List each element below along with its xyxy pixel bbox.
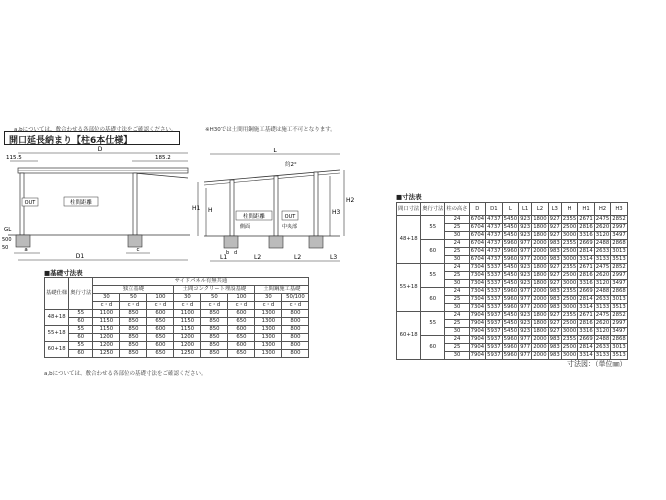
dim-l: L xyxy=(273,148,277,154)
dim-table-title: ■寸法表 xyxy=(396,193,422,201)
table-row: 30 7904 5937 5450 923 1800 927 3000 3316 3120 3497 xyxy=(397,328,628,336)
column-header: D xyxy=(469,203,485,216)
table-row: 60 24 7904 5937 5960 977 2000 983 2355 2669 2488 2868 xyxy=(397,336,628,344)
table-row: 60 1250 850 650 1250 850 650 1300 800 xyxy=(45,350,309,358)
th-group-2: 土間鋼施工基礎 xyxy=(255,286,309,294)
unit-note: 寸法図：（単位㎜） xyxy=(567,360,627,368)
pillar-label-right: 柱間距離 xyxy=(242,214,266,220)
dim-500: 500 xyxy=(2,237,12,243)
column-header: 柱の高さ xyxy=(445,203,469,216)
label-center: 中央部 xyxy=(282,224,298,230)
table-row: 55+18 55 24 7304 5337 5450 923 1800 927 2355 2671 2475 2852 xyxy=(397,264,628,272)
th-group-0: 独立基礎 xyxy=(93,286,174,294)
dim-h2: H2 xyxy=(346,197,355,204)
dim-h: H xyxy=(208,207,213,214)
column-header: H3 xyxy=(611,203,627,216)
column-header: H1 xyxy=(578,203,594,216)
dimension-table xyxy=(396,202,628,360)
table-row: 60 1200 850 650 1200 850 650 1300 800 xyxy=(45,334,309,342)
th-common: サイドパネル有無共通 xyxy=(93,278,309,286)
table-row: 30 6704 4737 5450 923 1800 927 3000 3316 3120 3497 xyxy=(397,232,628,240)
table-row: 60 24 7304 5337 5960 977 2000 983 2355 2669 2488 2868 xyxy=(397,288,628,296)
table-row: 25 7304 5337 5960 977 2000 983 2500 2814 2633 3013 xyxy=(397,296,628,304)
table-header-row xyxy=(397,203,628,216)
table-row: 48+18 55 24 6704 4737 5450 923 1800 927 2355 2671 2475 2852 xyxy=(397,216,628,224)
column-header: 奥行寸法 xyxy=(421,203,445,216)
table-row: 60 1150 850 650 1150 850 650 1300 800 xyxy=(45,318,309,326)
label-gl: GL xyxy=(4,227,12,233)
table-row: 30 7304 5337 5450 923 1800 927 3000 3316 3120 3497 xyxy=(397,280,628,288)
top-note-left: a,bについては、敷合わせる各部位の基礎寸法をご確認ください。 xyxy=(14,127,177,133)
basic-table-title: ■基礎寸法表 xyxy=(44,269,83,277)
column-header: 間口寸法 xyxy=(397,203,421,216)
table-row: 55+18 55 1150 850 600 1150 850 600 1300 800 xyxy=(45,326,309,334)
dim-d-small: d xyxy=(234,250,238,256)
table-row: 60+18 55 1200 850 600 1200 850 600 1300 800 xyxy=(45,342,309,350)
column-header: H2 xyxy=(594,203,610,216)
dim-l2: L2 xyxy=(254,254,262,261)
column-header: L2 xyxy=(532,203,548,216)
column-header: H xyxy=(561,203,577,216)
pillar-label-left: 柱間距離 xyxy=(69,200,93,206)
arrow-label-right: OUT xyxy=(284,214,296,220)
table-row: 25 6704 4737 5960 977 2000 983 2500 2814 2633 3013 xyxy=(397,248,628,256)
dim-h1: H1 xyxy=(192,205,201,212)
dim-c: c xyxy=(136,247,140,253)
dim-l3: L3 xyxy=(330,254,338,261)
th-base-spec: 基礎仕様 xyxy=(45,278,69,310)
dim-b: b xyxy=(226,250,230,256)
table-row: 30 7304 5337 5960 977 2000 983 3000 3314 3133 3513 xyxy=(397,304,628,312)
column-header: D1 xyxy=(486,203,502,216)
table-row: 60+18 55 24 7904 5937 5450 923 1800 927 2355 2671 2475 2852 xyxy=(397,312,628,320)
side-view-diagram xyxy=(190,148,355,266)
dim-a: a xyxy=(24,247,28,253)
dim-1155: 115.5 xyxy=(6,155,22,161)
arrow-label-left: OUT xyxy=(24,200,36,206)
dim-l2b: L2 xyxy=(294,254,302,261)
column-header: L3 xyxy=(548,203,561,216)
label-side: 側面 xyxy=(240,224,251,230)
top-note-right: ※H30では土間用鋼施工基礎は施工不可となります。 xyxy=(205,127,336,133)
basic-table-footnote: a,bについては、敷合わせる各部位の基礎寸法をご確認ください。 xyxy=(44,371,207,377)
column-header: L1 xyxy=(519,203,532,216)
table-row: 25 6704 4737 5450 923 1800 927 2500 2816 2620 2997 xyxy=(397,224,628,232)
table-row: 30 7904 5937 5960 977 2000 983 3000 3314 3133 3513 xyxy=(397,352,628,360)
dim-angle: 約2° xyxy=(285,162,297,168)
basic-foundation-table: 基礎仕様 奥行寸法 サイドパネル有無共通 独立基礎 土間コンクリート埋設基礎 土間鋼施工基礎 30 50 100 30 50 100 30 50/100 c・d c・d c・d c・d c・d c・d c・d c・d 48+18 55 1100 850 600 1100 850 600 1300 800 60 1150 850 650 1150 850 650 1300 800 55+18 55 1150 850 600 1150 850 600 1300 800 60 1200 850 650 1200 850 650 1300 800 60+18 55 1200 850 600 1200 850 600 1300 800 60 1250 850 650 1250 850 650 1300 800 xyxy=(44,277,309,358)
front-view-diagram xyxy=(0,145,200,265)
th-group-1: 土間コンクリート埋設基礎 xyxy=(174,286,255,294)
table-row: 25 7904 5937 5960 977 2000 983 2500 2814 2633 3013 xyxy=(397,344,628,352)
table-row: 48+18 55 1100 850 600 1100 850 600 1300 800 xyxy=(45,310,309,318)
dim-l1: L1 xyxy=(220,254,228,261)
th-span: 奥行寸法 xyxy=(69,278,93,310)
dim-h3: H3 xyxy=(332,209,341,216)
dim-50: 50 xyxy=(2,245,9,251)
table-row: 25 7304 5337 5450 923 1800 927 2500 2816 2620 2997 xyxy=(397,272,628,280)
dim-d: D xyxy=(97,146,103,153)
table-row: 30 6704 4737 5960 977 2000 983 3000 3314 3133 3513 xyxy=(397,256,628,264)
page-title: 開口延長納まり【柱6本仕様】 xyxy=(4,131,180,145)
table-row: 60 24 6704 4737 5960 977 2000 983 2355 2669 2488 2868 xyxy=(397,240,628,248)
dim-1852: 185.2 xyxy=(155,155,171,161)
dim-d1: D1 xyxy=(75,253,85,260)
column-header: L xyxy=(502,203,518,216)
table-row: 25 7904 5937 5450 923 1800 927 2500 2816 2620 2997 xyxy=(397,320,628,328)
